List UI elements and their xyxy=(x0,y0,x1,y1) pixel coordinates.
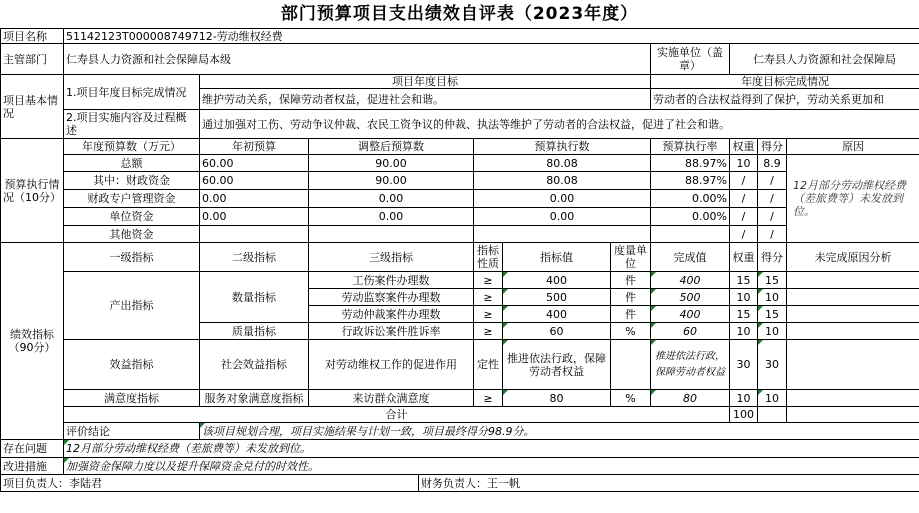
indicator-score: 15 xyxy=(758,272,787,289)
indicator-unit: 件 xyxy=(611,289,651,306)
finance-leader xyxy=(419,475,919,492)
budget-row-name: 其中：财政资金 xyxy=(64,172,200,190)
budget-executed: 80.08 xyxy=(474,172,651,190)
measure-text: 加强资金保障力度以及提升保障资金兑付的时效性。 xyxy=(64,458,919,475)
budget-executed xyxy=(474,226,651,243)
indicator-reason xyxy=(787,390,919,407)
perf-header-l3: 三级指标 xyxy=(309,243,474,272)
quantity-indicator: 数量指标 xyxy=(200,272,309,323)
budget-rate: 0.00% xyxy=(651,190,730,208)
page-title: 部门预算项目支出绩效自评表（2023年度） xyxy=(280,4,639,24)
perf-header-l2: 二级指标 xyxy=(200,243,309,272)
indicator-nature: ≥ xyxy=(474,323,503,340)
impl-unit-value: 仁寿县人力资源和社会保障局 xyxy=(730,44,919,75)
indicator-name: 来访群众满意度 xyxy=(309,390,474,407)
indicator-name: 劳动监察案件办理数 xyxy=(309,289,474,306)
indicator-value: 80 xyxy=(503,390,611,407)
indicator-unit: % xyxy=(611,390,651,407)
budget-score: 8.9 xyxy=(758,155,787,172)
budget-header: 权重 xyxy=(730,139,758,155)
project-name-label: 项目名称 xyxy=(1,29,64,44)
benefit-indicator: 效益指标 xyxy=(64,340,200,390)
budget-header: 预算执行率 xyxy=(651,139,730,155)
budget-header: 调整后预算数 xyxy=(309,139,474,155)
budget-reason: 12月部分劳动维权经费（差旅费等）未发放到位。 xyxy=(787,155,919,243)
budget-label: 预算执行情况（10分） xyxy=(1,139,64,243)
budget-adjusted: 90.00 xyxy=(309,155,474,172)
indicator-name: 对劳动维权工作的促进作用 xyxy=(309,340,474,390)
total-label: 合计 xyxy=(64,407,730,423)
indicator-unit: 件 xyxy=(611,272,651,289)
project-leader xyxy=(1,475,419,492)
budget-header: 原因 xyxy=(787,139,919,155)
goal-label: 1.项目年度目标完成情况 xyxy=(64,75,200,110)
indicator-score: 10 xyxy=(758,390,787,407)
budget-executed: 80.08 xyxy=(474,155,651,172)
dept-label: 主管部门 xyxy=(1,44,64,75)
conclusion-text: 该项目规划合理，项目实施结果与计划一致，项目最终得分98.9分。 xyxy=(200,423,919,440)
output-indicator: 产出指标 xyxy=(64,272,200,340)
indicator-reason xyxy=(787,340,919,390)
perf-header-score: 得分 xyxy=(758,243,787,272)
indicator-done: 80 xyxy=(651,390,730,407)
perf-header-weight: 权重 xyxy=(730,243,758,272)
budget-header: 年初预算 xyxy=(200,139,309,155)
satisfaction-indicator: 满意度指标 xyxy=(64,390,200,407)
done-text: 劳动者的合法权益得到了保护，劳动关系更加和 xyxy=(651,89,919,110)
budget-weight: / xyxy=(730,226,758,243)
total-reason xyxy=(787,407,919,423)
budget-score: / xyxy=(758,172,787,190)
indicator-nature: ≥ xyxy=(474,272,503,289)
indicator-done: 60 xyxy=(651,323,730,340)
perf-header-reason: 未完成原因分析 xyxy=(787,243,919,272)
indicator-weight: 15 xyxy=(730,272,758,289)
budget-executed: 0.00 xyxy=(474,208,651,226)
budget-row-name: 财政专户管理资金 xyxy=(64,190,200,208)
budget-weight: / xyxy=(730,208,758,226)
conclusion-label: 评价结论 xyxy=(64,423,200,440)
budget-initial: 60.00 xyxy=(200,155,309,172)
indicator-weight: 15 xyxy=(730,306,758,323)
finance-leader-name: 王一帆 xyxy=(487,476,520,490)
total-score xyxy=(758,407,787,423)
budget-adjusted xyxy=(309,226,474,243)
indicator-value: 推进依法行政，保障劳动者权益 xyxy=(503,340,611,390)
project-leader-name: 李陆君 xyxy=(69,476,102,490)
budget-header: 年度预算数（万元） xyxy=(64,139,200,155)
indicator-name: 工伤案件办理数 xyxy=(309,272,474,289)
budget-adjusted: 90.00 xyxy=(309,172,474,190)
indicator-score: 10 xyxy=(758,323,787,340)
indicator-reason xyxy=(787,306,919,323)
budget-initial: 0.00 xyxy=(200,190,309,208)
budget-initial xyxy=(200,226,309,243)
total-weight: 100 xyxy=(730,407,758,423)
budget-row-name: 总额 xyxy=(64,155,200,172)
perf-header-l1: 一级指标 xyxy=(64,243,200,272)
indicator-score: 15 xyxy=(758,306,787,323)
indicator-reason xyxy=(787,289,919,306)
budget-adjusted: 0.00 xyxy=(309,190,474,208)
perf-label: 绩效指标（90分） xyxy=(1,243,64,440)
indicator-weight: 10 xyxy=(730,323,758,340)
budget-rate xyxy=(651,226,730,243)
indicator-unit: % xyxy=(611,323,651,340)
indicator-nature: ≥ xyxy=(474,390,503,407)
budget-adjusted: 0.00 xyxy=(309,208,474,226)
indicator-name: 行政诉讼案件胜诉率 xyxy=(309,323,474,340)
social-benefit-indicator: 社会效益指标 xyxy=(200,340,309,390)
dept-value: 仁寿县人力资源和社会保障局本级 xyxy=(64,44,651,75)
indicator-nature: ≥ xyxy=(474,289,503,306)
project-name: 51142123T000008749712-劳动维权经费 xyxy=(64,29,919,44)
budget-score: / xyxy=(758,226,787,243)
goal-text: 维护劳动关系，保障劳动者权益，促进社会和谐。 xyxy=(200,89,651,110)
budget-row-name: 单位资金 xyxy=(64,208,200,226)
impl-unit-label: 实施单位（盖章） xyxy=(651,44,730,75)
content-label: 2.项目实施内容及过程概述 xyxy=(64,110,200,139)
done-col-header: 年度目标完成情况 xyxy=(651,75,919,89)
indicator-name: 劳动仲裁案件办理数 xyxy=(309,306,474,323)
indicator-value: 500 xyxy=(503,289,611,306)
goal-col-header: 项目年度目标 xyxy=(200,75,651,89)
problem-text: 12月部分劳动维权经费（差旅费等）未发放到位。 xyxy=(64,440,919,458)
budget-weight: / xyxy=(730,190,758,208)
budget-rate: 0.00% xyxy=(651,208,730,226)
budget-score: / xyxy=(758,208,787,226)
indicator-reason xyxy=(787,323,919,340)
indicator-weight: 30 xyxy=(730,340,758,390)
budget-rate: 88.97% xyxy=(651,172,730,190)
indicator-score: 30 xyxy=(758,340,787,390)
budget-rate: 88.97% xyxy=(651,155,730,172)
budget-header: 得分 xyxy=(758,139,787,155)
indicator-done: 400 xyxy=(651,272,730,289)
perf-header-nature: 指标性质 xyxy=(474,243,503,272)
indicator-done: 推进依法行政，保障劳动者权益 xyxy=(651,340,730,390)
content-text: 通过加强对工伤、劳动争议仲裁、农民工资争议的仲裁、执法等维护了劳动者的合法权益，促进了社会和谐。 xyxy=(200,110,919,139)
budget-executed: 0.00 xyxy=(474,190,651,208)
indicator-value: 60 xyxy=(503,323,611,340)
indicator-nature: ≥ xyxy=(474,306,503,323)
measure-label: 改进措施 xyxy=(1,458,64,475)
quality-indicator: 质量指标 xyxy=(200,323,309,340)
indicator-weight: 10 xyxy=(730,390,758,407)
indicator-value: 400 xyxy=(503,272,611,289)
service-satisfaction-indicator: 服务对象满意度指标 xyxy=(200,390,309,407)
indicator-value: 400 xyxy=(503,306,611,323)
budget-score: / xyxy=(758,190,787,208)
indicator-done: 500 xyxy=(651,289,730,306)
basic-info-label: 项目基本情况 xyxy=(1,75,64,139)
project-leader-label: 项目负责人： xyxy=(3,476,69,490)
budget-row-name: 其他资金 xyxy=(64,226,200,243)
budget-initial: 0.00 xyxy=(200,208,309,226)
problem-label: 存在问题 xyxy=(1,440,64,458)
indicator-unit xyxy=(611,340,651,390)
indicator-score: 10 xyxy=(758,289,787,306)
finance-leader-label: 财务负责人： xyxy=(421,476,487,490)
evaluation-table xyxy=(0,28,919,492)
indicator-nature: 定性 xyxy=(474,340,503,390)
indicator-unit: 件 xyxy=(611,306,651,323)
indicator-weight: 10 xyxy=(730,289,758,306)
budget-header: 预算执行数 xyxy=(474,139,651,155)
budget-weight: 10 xyxy=(730,155,758,172)
perf-header-unit: 度量单位 xyxy=(611,243,651,272)
perf-header-done: 完成值 xyxy=(651,243,730,272)
perf-header-value: 指标值 xyxy=(503,243,611,272)
budget-initial: 60.00 xyxy=(200,172,309,190)
indicator-reason xyxy=(787,272,919,289)
budget-weight: / xyxy=(730,172,758,190)
indicator-done: 400 xyxy=(651,306,730,323)
